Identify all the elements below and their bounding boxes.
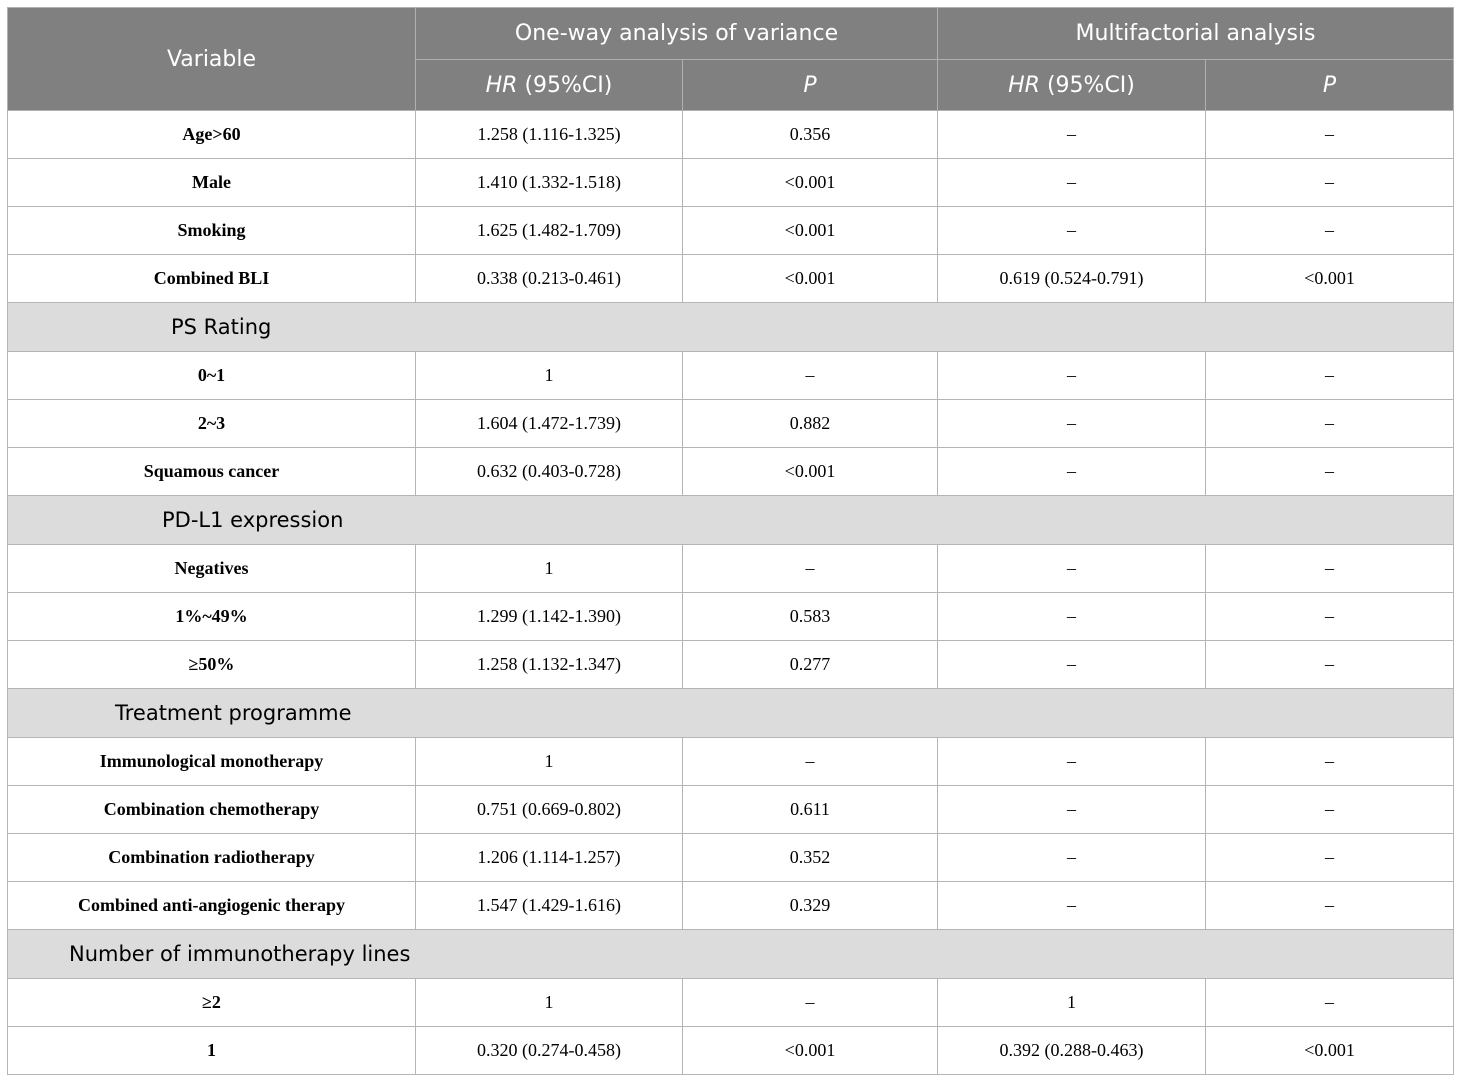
- variable-cell: Smoking: [8, 207, 416, 255]
- hr-multivariate-cell: –: [938, 448, 1206, 496]
- p-univariate-cell: 0.611: [683, 786, 938, 834]
- header-one-way-anova: One-way analysis of variance: [416, 8, 938, 60]
- hr-univariate-cell: 0.338 (0.213-0.461): [416, 255, 683, 303]
- section-label: PD-L1 expression: [8, 496, 1454, 545]
- hr-multivariate-cell: –: [938, 400, 1206, 448]
- hr-univariate-cell: 1.625 (1.482-1.709): [416, 207, 683, 255]
- table-row: [8, 834, 1454, 882]
- variable-cell: 0~1: [8, 352, 416, 400]
- table-body: [8, 111, 1454, 1075]
- p-univariate-cell: –: [683, 545, 938, 593]
- table-row: [8, 159, 1454, 207]
- variable-cell: Immunological monotherapy: [8, 738, 416, 786]
- header-hr-univariate: [416, 60, 683, 111]
- p-multivariate-cell: <0.001: [1206, 255, 1454, 303]
- hr-univariate-cell: 0.751 (0.669-0.802): [416, 786, 683, 834]
- hr-univariate-cell: 1: [416, 545, 683, 593]
- p-multivariate-cell: –: [1206, 738, 1454, 786]
- p-multivariate-cell: –: [1206, 882, 1454, 930]
- variable-cell: 1: [8, 1027, 416, 1075]
- table-row: [8, 400, 1454, 448]
- p-univariate-cell: 0.329: [683, 882, 938, 930]
- section-label: Treatment programme: [8, 689, 1454, 738]
- hr-univariate-cell: 1.410 (1.332-1.518): [416, 159, 683, 207]
- p-univariate-cell: <0.001: [683, 448, 938, 496]
- section-label: PS Rating: [8, 303, 1454, 352]
- table-row: [8, 593, 1454, 641]
- p-univariate-cell: <0.001: [683, 207, 938, 255]
- table-row: [8, 1027, 1454, 1075]
- hr-univariate-cell: 0.632 (0.403-0.728): [416, 448, 683, 496]
- p-multivariate-cell: –: [1206, 207, 1454, 255]
- p-univariate-cell: <0.001: [683, 159, 938, 207]
- hr-multivariate-cell: 1: [938, 979, 1206, 1027]
- hr-multivariate-cell: –: [938, 111, 1206, 159]
- p-univariate-cell: 0.356: [683, 111, 938, 159]
- header-hr-multivariate: [938, 60, 1206, 111]
- variable-cell: Squamous cancer: [8, 448, 416, 496]
- p-multivariate-cell: <0.001: [1206, 1027, 1454, 1075]
- header-variable: Variable: [8, 8, 416, 111]
- p-multivariate-cell: –: [1206, 979, 1454, 1027]
- hr-multivariate-cell: –: [938, 159, 1206, 207]
- p-univariate-cell: <0.001: [683, 255, 938, 303]
- p-multivariate-cell: –: [1206, 111, 1454, 159]
- p-univariate-cell: 0.882: [683, 400, 938, 448]
- table-row: [8, 786, 1454, 834]
- hr-multivariate-cell: –: [938, 545, 1206, 593]
- p-multivariate-cell: –: [1206, 159, 1454, 207]
- hr-univariate-cell: 1.299 (1.142-1.390): [416, 593, 683, 641]
- hr-table: [7, 7, 1454, 1075]
- hr-ci-label: (95%CI): [1039, 72, 1135, 98]
- variable-cell: 2~3: [8, 400, 416, 448]
- variable-cell: Negatives: [8, 545, 416, 593]
- p-multivariate-cell: –: [1206, 786, 1454, 834]
- table-row: [8, 882, 1454, 930]
- hr-univariate-cell: 1.258 (1.116-1.325): [416, 111, 683, 159]
- hr-multivariate-cell: –: [938, 641, 1206, 689]
- table-row: [8, 255, 1454, 303]
- p-univariate-cell: 0.352: [683, 834, 938, 882]
- hr-multivariate-cell: 0.619 (0.524-0.791): [938, 255, 1206, 303]
- p-univariate-cell: –: [683, 352, 938, 400]
- p-italic: P: [803, 72, 817, 98]
- section-row: [8, 496, 1454, 545]
- regression-table: [7, 7, 1453, 1075]
- hr-ci-label: (95%CI): [517, 72, 613, 98]
- hr-multivariate-cell: 0.392 (0.288-0.463): [938, 1027, 1206, 1075]
- p-italic: P: [1322, 72, 1337, 98]
- hr-univariate-cell: 1.547 (1.429-1.616): [416, 882, 683, 930]
- hr-univariate-cell: 1: [416, 979, 683, 1027]
- hr-univariate-cell: 1.258 (1.132-1.347): [416, 641, 683, 689]
- variable-cell: Combination radiotherapy: [8, 834, 416, 882]
- p-multivariate-cell: –: [1206, 448, 1454, 496]
- hr-multivariate-cell: –: [938, 882, 1206, 930]
- table-row: [8, 738, 1454, 786]
- header-multifactorial: Multifactorial analysis: [938, 8, 1454, 60]
- hr-multivariate-cell: –: [938, 738, 1206, 786]
- hr-italic: HR: [485, 72, 518, 98]
- section-label: Number of immunotherapy lines: [8, 930, 1454, 979]
- p-multivariate-cell: –: [1206, 834, 1454, 882]
- hr-univariate-cell: 0.320 (0.274-0.458): [416, 1027, 683, 1075]
- table-row: [8, 545, 1454, 593]
- header-p-multivariate: [1206, 60, 1454, 111]
- variable-cell: Age>60: [8, 111, 416, 159]
- table-row: [8, 448, 1454, 496]
- variable-cell: ≥2: [8, 979, 416, 1027]
- table-row: [8, 979, 1454, 1027]
- p-multivariate-cell: –: [1206, 545, 1454, 593]
- p-univariate-cell: 0.583: [683, 593, 938, 641]
- hr-univariate-cell: 1.206 (1.114-1.257): [416, 834, 683, 882]
- hr-univariate-cell: 1.604 (1.472-1.739): [416, 400, 683, 448]
- section-row: [8, 303, 1454, 352]
- variable-cell: Combined BLI: [8, 255, 416, 303]
- table-row: [8, 207, 1454, 255]
- section-row: [8, 689, 1454, 738]
- variable-cell: Combination chemotherapy: [8, 786, 416, 834]
- p-univariate-cell: 0.277: [683, 641, 938, 689]
- table-row: [8, 111, 1454, 159]
- variable-cell: ≥50%: [8, 641, 416, 689]
- variable-cell: Combined anti-angiogenic therapy: [8, 882, 416, 930]
- hr-multivariate-cell: –: [938, 593, 1206, 641]
- table-header: [8, 8, 1454, 111]
- table-row: [8, 352, 1454, 400]
- hr-multivariate-cell: –: [938, 352, 1206, 400]
- hr-multivariate-cell: –: [938, 207, 1206, 255]
- p-univariate-cell: –: [683, 979, 938, 1027]
- hr-multivariate-cell: –: [938, 786, 1206, 834]
- p-multivariate-cell: –: [1206, 400, 1454, 448]
- hr-univariate-cell: 1: [416, 738, 683, 786]
- section-row: [8, 930, 1454, 979]
- p-multivariate-cell: –: [1206, 352, 1454, 400]
- header-p-univariate: [683, 60, 938, 111]
- hr-multivariate-cell: –: [938, 834, 1206, 882]
- hr-italic: HR: [1008, 72, 1040, 98]
- p-multivariate-cell: –: [1206, 593, 1454, 641]
- table-row: [8, 641, 1454, 689]
- p-univariate-cell: <0.001: [683, 1027, 938, 1075]
- variable-cell: 1%~49%: [8, 593, 416, 641]
- p-univariate-cell: –: [683, 738, 938, 786]
- variable-cell: Male: [8, 159, 416, 207]
- hr-univariate-cell: 1: [416, 352, 683, 400]
- p-multivariate-cell: –: [1206, 641, 1454, 689]
